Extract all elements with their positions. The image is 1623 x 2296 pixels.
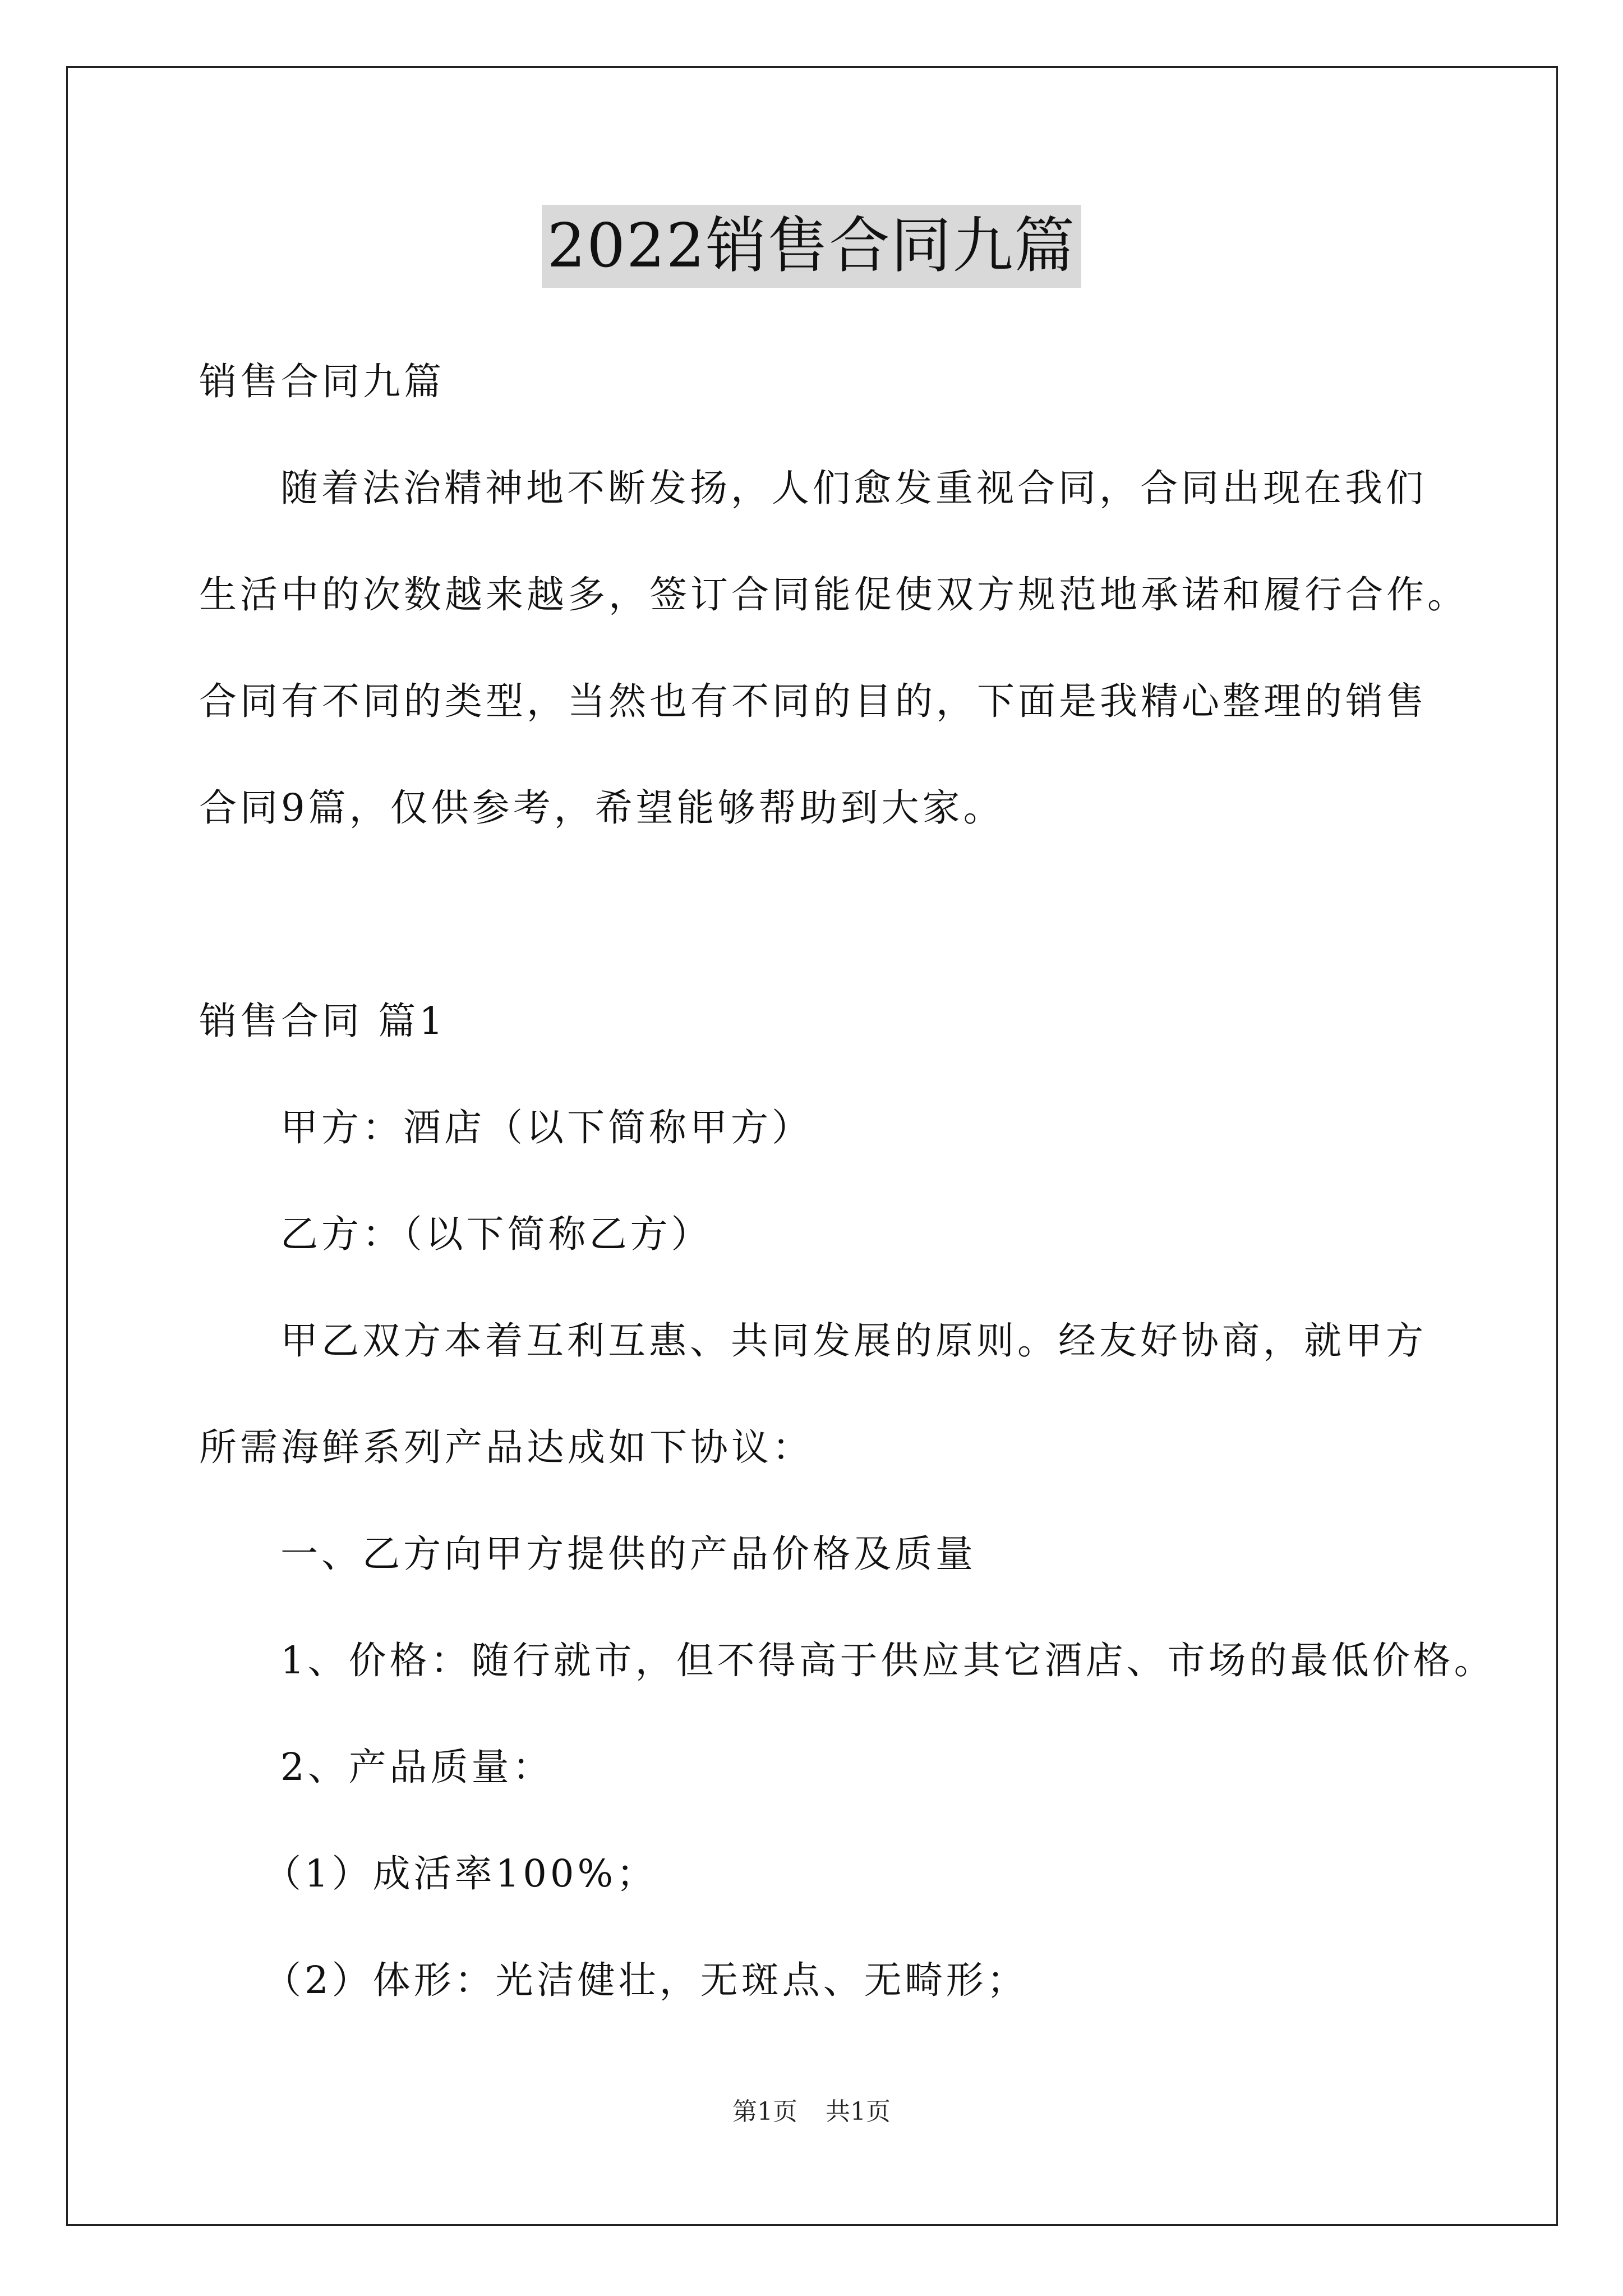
party-b: 乙方：（以下简称乙方） <box>280 1212 712 1256</box>
intro-line-4: 合同9篇，仅供参考，希望能够帮助到大家。 <box>199 786 1004 830</box>
intro-line-3: 合同有不同的类型，当然也有不同的目的，下面是我精心整理的销售 <box>199 679 1427 723</box>
subtitle: 销售合同九篇 <box>199 360 445 403</box>
agreement-line-1: 甲乙双方本着互利互惠、共同发展的原则。经友好协商，就甲方 <box>280 1319 1427 1363</box>
section-heading: 销售合同 篇1 <box>199 999 446 1043</box>
intro-line-2: 生活中的次数越来越多，签订合同能促使双方规范地承诺和履行合作。 <box>199 573 1468 616</box>
clause-1: 一、乙方向甲方提供的产品价格及质量 <box>280 1532 976 1576</box>
item-1-price: 1、价格：随行就市，但不得高于供应其它酒店、市场的最低价格。 <box>280 1639 1495 1682</box>
page-number: 第1页 <box>732 2097 797 2126</box>
intro-line-1: 随着法治精神地不断发扬，人们愈发重视合同，合同出现在我们 <box>280 466 1427 510</box>
title-container <box>0 205 1623 288</box>
agreement-line-2: 所需海鲜系列产品达成如下协议： <box>199 1425 813 1469</box>
document-title: 2022销售合同九篇 <box>542 205 1082 288</box>
sub-item-2: （2）体形：光洁健壮，无斑点、无畸形； <box>264 1958 1028 2002</box>
party-a: 甲方：酒店（以下简称甲方） <box>280 1106 813 1149</box>
page-total: 共1页 <box>826 2097 891 2126</box>
page-footer <box>0 2095 1623 2129</box>
sub-item-1: （1）成活率100%； <box>264 1852 658 1895</box>
item-2-quality: 2、产品质量： <box>280 1745 554 1789</box>
